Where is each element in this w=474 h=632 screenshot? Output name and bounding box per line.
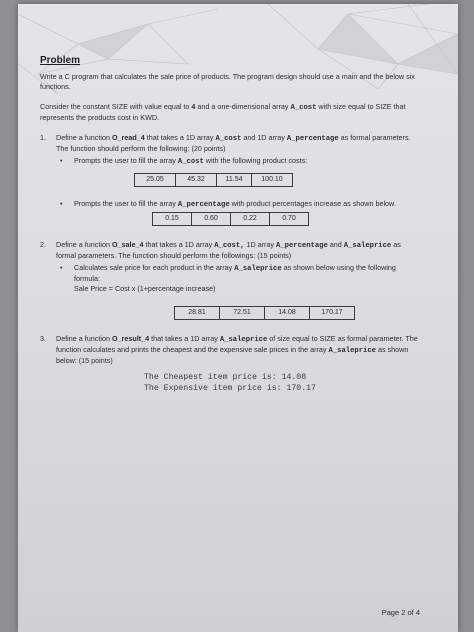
array-name: A_cost bbox=[290, 104, 317, 112]
table-cell: 72.51 bbox=[220, 307, 265, 320]
question-3: 3. Define a function O_result_4 that takes a 1D array A_saleprice of size equal to SIZE as formal parameter. The function calculates and prints the cheapest and the expensive sale prices in the array A_saleprice as shown below: (15 points) The Cheapest item price is: 14.08 The Expensive item price is: 170.17 bbox=[40, 334, 420, 394]
function-name: O_read_4 bbox=[111, 133, 145, 142]
question-2: 2. Define a function O_sale_4 that takes a 1D array A_cost, 1D array A_percentage and A_saleprice as formal parameters. The function should perform the followings: (15 points) • Calculates sale price for each product in the array A_saleprice as shown below using the following formula: Sale Price = Cost x (1+percentage increase) 28.81 72.51 14.08 170.17 bbox=[40, 240, 420, 320]
page-number: Page 2 of 4 bbox=[381, 608, 420, 617]
table-cell: 0.15 bbox=[153, 213, 192, 226]
bullet-item: • Prompts the user to fill the array A_cost with the following product costs: bbox=[60, 156, 308, 166]
output-line-cheapest: The Cheapest item price is: 14.08 bbox=[144, 373, 307, 382]
table-cell: 25.05 bbox=[135, 174, 176, 187]
size-value: 4 bbox=[191, 102, 196, 111]
table-cell: 14.08 bbox=[265, 307, 310, 320]
table-cell: 11.54 bbox=[217, 174, 252, 187]
table-cell: 0.60 bbox=[192, 213, 231, 226]
table-cell: 100.10 bbox=[252, 174, 293, 187]
percentage-array-table bbox=[152, 212, 309, 226]
document-page bbox=[18, 4, 458, 632]
constant-paragraph: Consider the constant SIZE with value equal to 4 and a one-dimensional array A_cost with size equal to SIZE that represents the products cost in KWD. bbox=[40, 102, 406, 122]
bullet-icon: • bbox=[60, 199, 63, 208]
formula: Sale Price = Cost x (1+percentage increase) bbox=[74, 284, 216, 293]
function-name: O_sale_4 bbox=[111, 240, 144, 249]
question-1: 1. Define a function O_read_4 that takes a 1D array A_cost and 1D array A_percentage as formal parameters. The function should perform the following: (20 points) • Prompts the user to fill the array A_cost with the following product costs: 25.05 45.32 11.54 100.10 • Prompts the user to fill the array A_percentage with product percentages increase as shown below. 0.15 0.60 0.22 0.70 bbox=[40, 133, 420, 226]
bullet-item: • Prompts the user to fill the array A_percentage with product percentages increase as shown below. bbox=[60, 199, 396, 209]
table-cell: 0.70 bbox=[270, 213, 309, 226]
table-cell: 170.17 bbox=[310, 307, 355, 320]
table-cell: 0.22 bbox=[231, 213, 270, 226]
cost-array-table bbox=[134, 173, 293, 187]
bullet-icon: • bbox=[60, 156, 63, 165]
document-content bbox=[40, 56, 420, 402]
page-title: Problem bbox=[40, 55, 81, 66]
saleprice-array-table bbox=[174, 306, 355, 320]
program-output bbox=[56, 372, 420, 394]
table-cell: 28.81 bbox=[175, 307, 220, 320]
bullet-icon: • bbox=[60, 263, 63, 272]
bullet-item: • Calculates sale price for each product in the array A_saleprice as shown below using the following formula: Sale Price = Cost x (1+percentage increase) bbox=[56, 263, 420, 294]
table-cell: 45.32 bbox=[176, 174, 217, 187]
intro-paragraph: Write a C program that calculates the sale price of products. The program design should use a main and the below six functions. bbox=[40, 72, 415, 91]
output-line-expensive: The Expensive item price is: 170.17 bbox=[144, 384, 316, 393]
function-name: O_result_4 bbox=[111, 334, 150, 343]
